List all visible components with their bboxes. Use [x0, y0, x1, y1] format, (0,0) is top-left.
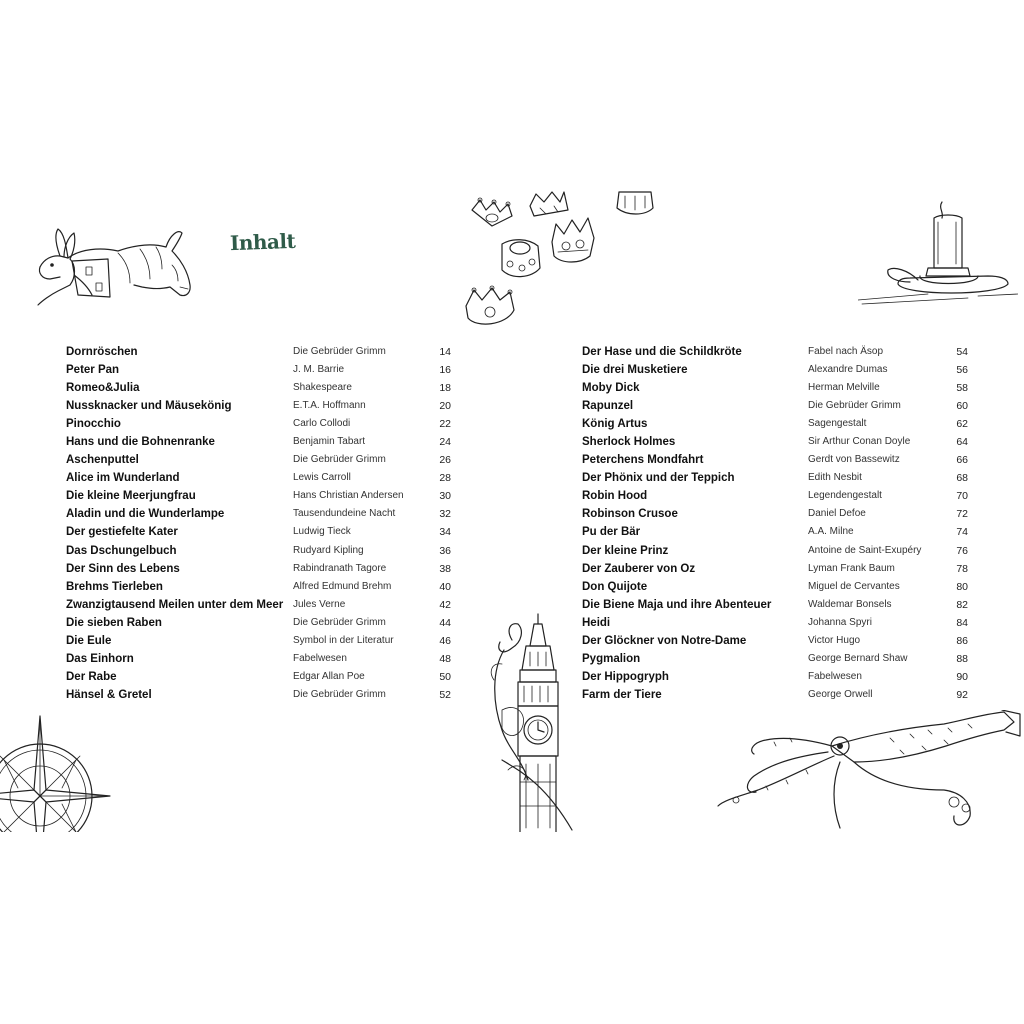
entry-page-number: 34: [439, 526, 451, 539]
page-title: Inhalt: [229, 228, 296, 256]
entry-title: Rapunzel: [582, 400, 634, 413]
toc-entry[interactable]: [582, 361, 968, 379]
entry-page-number: 88: [956, 652, 968, 665]
entry-page-number: 70: [956, 490, 968, 503]
entry-title: Pu der Bär: [582, 526, 641, 539]
entry-author: George Orwell: [808, 688, 873, 700]
toc-entry[interactable]: [582, 523, 968, 541]
compass-rose-icon: [0, 714, 112, 832]
toc-entry[interactable]: [66, 614, 451, 632]
toc-entry[interactable]: [66, 505, 451, 523]
entry-author: Fabelwesen: [293, 652, 347, 664]
entry-title: Robin Hood: [582, 490, 648, 503]
toc-entry[interactable]: [582, 487, 968, 505]
toc-entry[interactable]: [66, 686, 451, 704]
entry-page-number: 20: [439, 400, 451, 413]
entry-page-number: 28: [439, 472, 451, 485]
entry-title: Der Phönix und der Teppich: [582, 472, 735, 485]
entry-title: Der Zauberer von Oz: [582, 562, 696, 575]
toc-entry[interactable]: [66, 451, 451, 469]
entry-title: Hans und die Bohnenranke: [66, 436, 215, 449]
entry-title: Brehms Tierleben: [66, 580, 163, 593]
entry-title: Die sieben Raben: [66, 616, 162, 629]
entry-title: Heidi: [582, 616, 611, 629]
toc-entry[interactable]: [582, 343, 968, 361]
entry-page-number: 44: [439, 616, 451, 629]
toc-entry[interactable]: [582, 379, 968, 397]
toc-entry[interactable]: [66, 560, 451, 578]
toc-entry[interactable]: [582, 542, 968, 560]
entry-page-number: 22: [439, 418, 451, 431]
entry-author: Sagengestalt: [808, 418, 867, 430]
entry-title: Der gestiefelte Kater: [66, 526, 178, 539]
entry-author: Edith Nesbit: [808, 472, 862, 484]
entry-title: Der Hase und die Schildkröte: [582, 346, 742, 358]
entry-author: Johanna Spyri: [808, 616, 872, 628]
entry-title: Farm der Tiere: [582, 688, 662, 701]
entry-author: Fabelwesen: [808, 670, 862, 682]
entry-page-number: 74: [956, 526, 968, 539]
entry-author: Tausendundeine Nacht: [293, 508, 396, 520]
entry-title: Pygmalion: [582, 652, 641, 665]
entry-author: Ludwig Tieck: [293, 526, 351, 538]
entry-author: Die Gebrüder Grimm: [808, 400, 901, 412]
entry-author: Sir Arthur Conan Doyle: [808, 436, 911, 448]
entry-title: Die drei Musketiere: [582, 364, 688, 377]
entry-author: George Bernard Shaw: [808, 652, 908, 664]
entry-author: Rabindranath Tagore: [293, 562, 387, 574]
toc-entry[interactable]: [582, 578, 968, 596]
entry-title: Nussknacker und Mäusekönig: [66, 400, 232, 413]
toc-entry[interactable]: [66, 397, 451, 415]
entry-title: Zwanzigtausend Meilen unter dem Meer: [66, 598, 284, 611]
entry-author: Lyman Frank Baum: [808, 562, 895, 574]
toc-entry[interactable]: [582, 397, 968, 415]
toc-entry[interactable]: [582, 668, 968, 686]
entry-page-number: 90: [956, 670, 968, 683]
entry-title: Das Einhorn: [66, 652, 134, 665]
toc-entry[interactable]: [582, 469, 968, 487]
entry-author: Hans Christian Andersen: [293, 490, 404, 502]
rabbit-icon: [30, 225, 195, 307]
entry-author: Antoine de Saint-Exupéry: [808, 544, 922, 556]
entry-author: Gerdt von Bassewitz: [808, 454, 900, 466]
entry-author: E.T.A. Hoffmann: [293, 400, 366, 412]
candle-icon: [858, 198, 1018, 308]
entry-author: Die Gebrüder Grimm: [293, 454, 386, 466]
entry-author: Miguel de Cervantes: [808, 580, 900, 592]
entry-page-number: 40: [439, 580, 451, 593]
entry-page-number: 46: [439, 634, 451, 647]
toc-entry[interactable]: [66, 668, 451, 686]
entry-author: Daniel Defoe: [808, 508, 866, 520]
toc-entry[interactable]: [66, 650, 451, 668]
entry-page-number: 82: [956, 598, 968, 611]
entry-page-number: 38: [439, 562, 451, 575]
entry-page-number: 32: [439, 508, 451, 521]
entry-author: Herman Melville: [808, 382, 880, 394]
entry-title: Der Glöckner von Notre-Dame: [582, 634, 747, 647]
entry-title: Aladin und die Wunderlampe: [66, 508, 225, 521]
entry-author: Victor Hugo: [808, 634, 861, 646]
entry-title: Moby Dick: [582, 382, 640, 395]
entry-author: Symbol in der Literatur: [293, 634, 394, 646]
entry-page-number: 24: [439, 436, 451, 449]
entry-page-number: 16: [439, 364, 451, 377]
entry-page-number: 84: [956, 616, 968, 629]
entry-page-number: 68: [956, 472, 968, 485]
entry-page-number: 54: [956, 346, 968, 358]
entry-author: Die Gebrüder Grimm: [293, 688, 386, 700]
toc-left-column: [66, 343, 451, 704]
entry-page-number: 80: [956, 580, 968, 593]
entry-author: A.A. Milne: [808, 526, 854, 538]
entry-page-number: 52: [439, 688, 451, 701]
entry-page-number: 18: [439, 382, 451, 395]
entry-title: Romeo&Julia: [66, 382, 140, 395]
toc-entry[interactable]: [66, 487, 451, 505]
entry-author: Alexandre Dumas: [808, 364, 888, 376]
entry-author: Edgar Allan Poe: [293, 670, 365, 682]
entry-author: Jules Verne: [293, 598, 346, 610]
entry-author: Shakespeare: [293, 382, 352, 394]
entry-title: Der kleine Prinz: [582, 544, 669, 557]
entry-author: Lewis Carroll: [293, 472, 351, 484]
toc-entry[interactable]: [66, 343, 451, 361]
toc-entry[interactable]: [66, 415, 451, 433]
entry-author: Fabel nach Äsop: [808, 346, 884, 357]
toc-entry[interactable]: [66, 469, 451, 487]
entry-author: Benjamin Tabart: [293, 436, 366, 448]
entry-page-number: 72: [956, 508, 968, 521]
entry-title: Die Biene Maja und ihre Abenteuer: [582, 598, 772, 611]
toc-entry[interactable]: [66, 596, 451, 614]
toc-entry[interactable]: [582, 415, 968, 433]
entry-title: Alice im Wunderland: [66, 472, 180, 485]
entry-page-number: 50: [439, 670, 451, 683]
toc-entry[interactable]: [66, 361, 451, 379]
toc-entry[interactable]: [582, 650, 968, 668]
entry-title: König Artus: [582, 418, 648, 431]
entry-page-number: 42: [439, 598, 451, 611]
crown-icon: [460, 188, 665, 343]
clock-tower-icon: [488, 610, 580, 832]
entry-page-number: 58: [956, 382, 968, 395]
entry-author: Legendengestalt: [808, 490, 882, 502]
entry-title: Der Sinn des Lebens: [66, 562, 180, 575]
entry-title: Robinson Crusoe: [582, 508, 678, 521]
entry-page-number: 66: [956, 454, 968, 467]
entry-author: Die Gebrüder Grimm: [293, 346, 386, 357]
toc-entry[interactable]: [66, 578, 451, 596]
toc-entry[interactable]: [582, 614, 968, 632]
entry-title: Peter Pan: [66, 364, 120, 377]
entry-page-number: 62: [956, 418, 968, 431]
entry-page-number: 36: [439, 544, 451, 557]
entry-author: J. M. Barrie: [293, 364, 345, 376]
entry-author: Carlo Collodi: [293, 418, 351, 430]
toc-entry[interactable]: [582, 686, 968, 704]
entry-title: Hänsel & Gretel: [66, 688, 152, 701]
entry-page-number: 56: [956, 364, 968, 377]
entry-title: Der Rabe: [66, 670, 117, 683]
entry-author: Alfred Edmund Brehm: [293, 580, 392, 592]
toc-entry[interactable]: [66, 523, 451, 541]
entry-page-number: 78: [956, 562, 968, 575]
entry-title: Der Hippogryph: [582, 670, 669, 683]
entry-page-number: 48: [439, 652, 451, 665]
entry-title: Dornröschen: [66, 346, 138, 358]
entry-page-number: 26: [439, 454, 451, 467]
entry-title: Sherlock Holmes: [582, 436, 676, 449]
squid-icon: [714, 710, 1024, 832]
entry-title: Die kleine Meerjungfrau: [66, 490, 196, 503]
entry-author: Waldemar Bonsels: [808, 598, 892, 610]
toc-entry[interactable]: [582, 596, 968, 614]
toc-entry[interactable]: [582, 433, 968, 451]
toc-entry[interactable]: [582, 632, 968, 650]
entry-page-number: 86: [956, 634, 968, 647]
toc-entry[interactable]: [66, 542, 451, 560]
entry-title: Peterchens Mondfahrt: [582, 454, 704, 467]
toc-right-column: [582, 343, 968, 704]
toc-entry[interactable]: [582, 451, 968, 469]
toc-entry[interactable]: [66, 379, 451, 397]
entry-author: Rudyard Kipling: [293, 544, 364, 556]
entry-page-number: 76: [956, 544, 968, 557]
entry-title: Don Quijote: [582, 580, 648, 593]
entry-title: Das Dschungelbuch: [66, 544, 177, 557]
entry-title: Aschenputtel: [66, 454, 139, 467]
toc-entry[interactable]: [582, 560, 968, 578]
toc-entry[interactable]: [66, 632, 451, 650]
entry-page-number: 14: [439, 346, 451, 358]
entry-page-number: 92: [956, 688, 968, 701]
entry-title: Pinocchio: [66, 418, 121, 431]
entry-page-number: 30: [439, 490, 451, 503]
toc-entry[interactable]: [582, 505, 968, 523]
entry-page-number: 60: [956, 400, 968, 413]
entry-title: Die Eule: [66, 634, 112, 647]
toc-entry[interactable]: [66, 433, 451, 451]
entry-author: Die Gebrüder Grimm: [293, 616, 386, 628]
entry-page-number: 64: [956, 436, 968, 449]
